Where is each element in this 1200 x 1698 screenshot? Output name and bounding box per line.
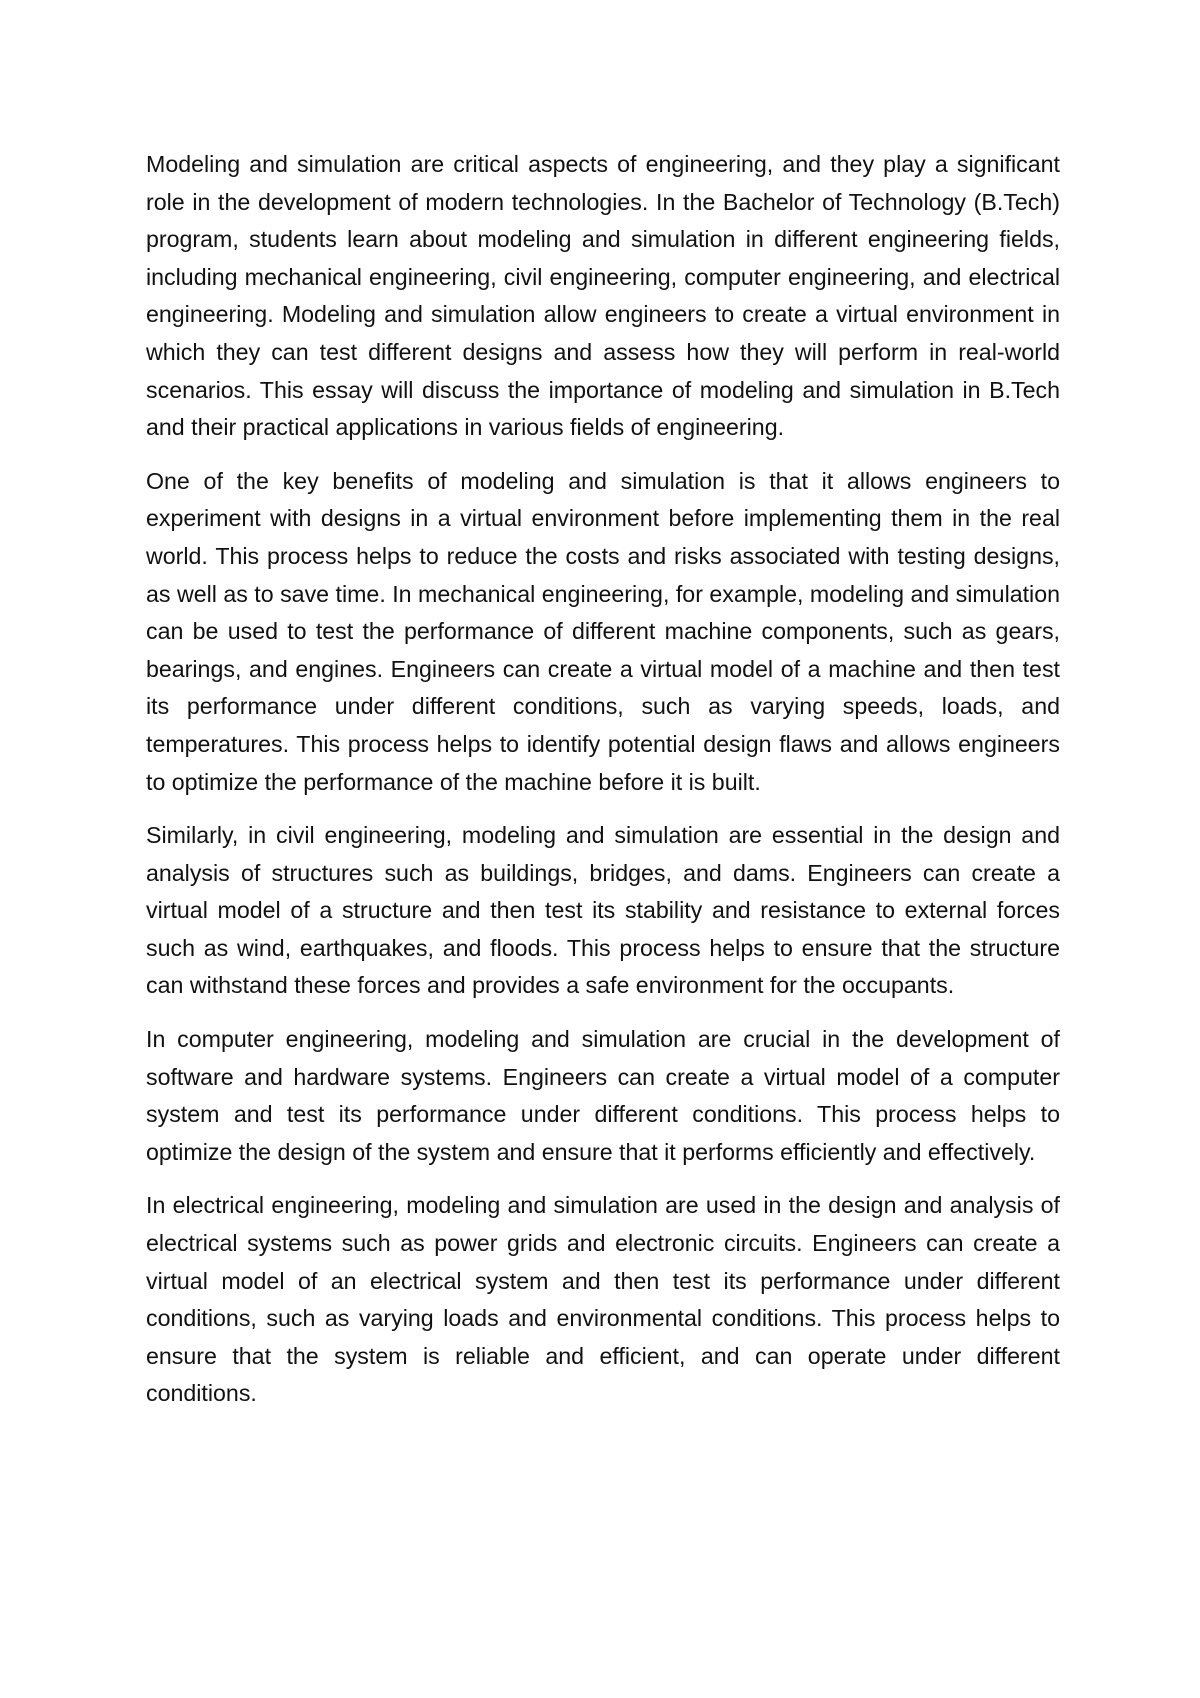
paragraph-mechanical: One of the key benefits of modeling and simulation is that it allows engineers to experiment with designs in a virtual environment before implementing them in the real world. This process helps to reduce the costs and risks associated with testing designs, as well as to save time. In mechanical engineering, for example, modeling and simulation can be used to test the performance of different machine components, such as gears, bearings, and engines. Engineers can create a virtual model of a machine and then test its performance under different conditions, such as varying speeds, loads, and temperatures. This process helps to identify potential design flaws and allows engineers to optimize the performance of the machine before it is built.	[146, 467, 1060, 795]
paragraph-electrical: In electrical engineering, modeling and simulation are used in the design and analysis of electrical systems such as power grids and electronic circuits. Engineers can create a virtual model of an electrical system and then test its performance under different conditions, such as varying loads and environmental conditions. This process helps to ensure that the system is reliable and efficient, and can operate under different conditions.	[146, 1192, 1060, 1407]
paragraph-civil: Similarly, in civil engineering, modeling and simulation are essential in the design and analysis of structures such as buildings, bridges, and dams. Engineers can create a virtual model of a structure and then test its stability and resistance to external forces such as wind, earthquakes, and floods. This process helps to ensure that the structure can withstand these forces and provides a safe environment for the occupants.	[146, 822, 1060, 999]
document-body	[146, 146, 1060, 1429]
paragraph-intro: Modeling and simulation are critical aspects of engineering, and they play a significant role in the development of modern technologies. In the Bachelor of Technology (B.Tech) program, students learn about modeling and simulation in different engineering fields, including mechanical engineering, civil engineering, computer engineering, and electrical engineering. Modeling and simulation allow engineers to create a virtual environment in which they can test different designs and assess how they will perform in real-world scenarios. This essay will discuss the importance of modeling and simulation in B.Tech and their practical applications in various fields of engineering.	[146, 151, 1060, 441]
paragraph-computer: In computer engineering, modeling and simulation are crucial in the development of software and hardware systems. Engineers can create a virtual model of a computer system and test its performance under different conditions. This process helps to optimize the design of the system and ensure that it performs efficiently and effectively.	[146, 1026, 1060, 1165]
